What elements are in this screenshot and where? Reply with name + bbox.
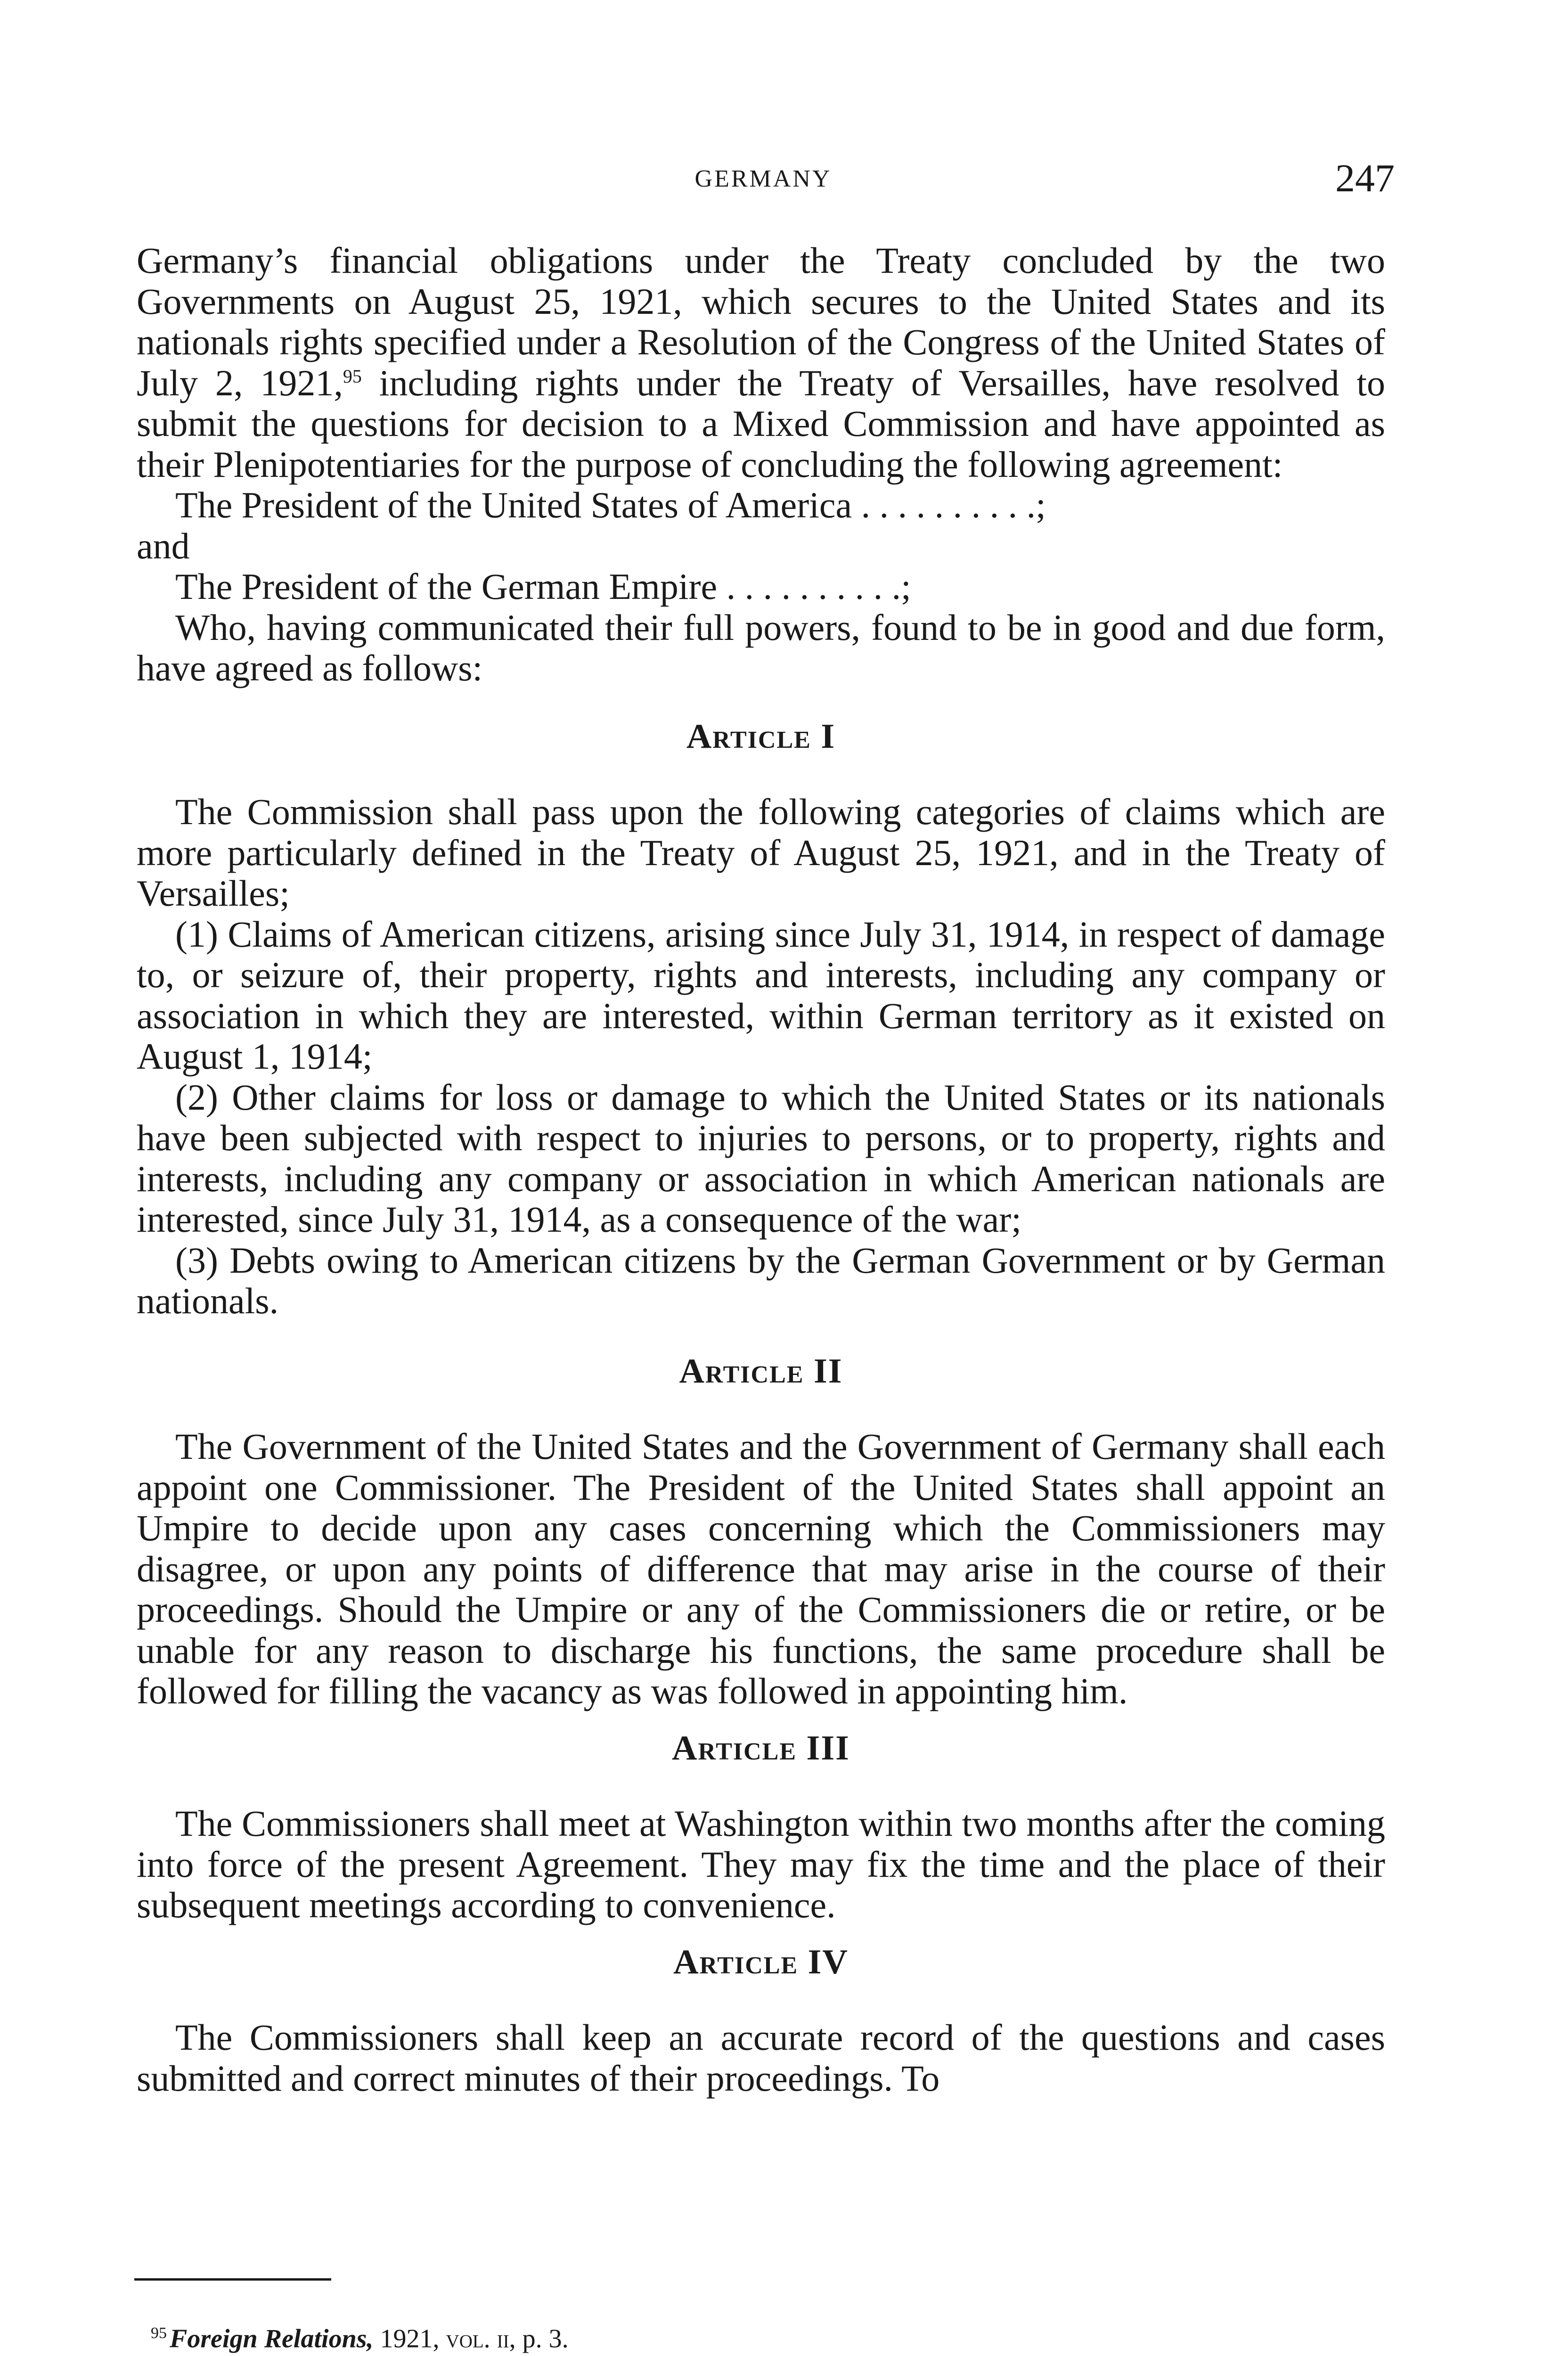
running-title: GERMANY — [694, 165, 832, 192]
article-4-heading: Article IV — [673, 1942, 849, 1981]
article-1-paragraph: The Commission shall pass upon the following categories of claims which are more particularly defined in the Treaty of August 25, 1921, and in the Treaty of Versailles; — [137, 791, 1385, 914]
footnote-reference: 95 — [343, 365, 362, 387]
body-text — [137, 240, 1385, 2099]
intro-paragraph — [137, 240, 1385, 485]
page-number: 247 — [1335, 156, 1395, 200]
conjunction-and: and — [137, 525, 190, 566]
running-head — [132, 155, 1395, 207]
article-2-paragraph: The Government of the United States and the Government of Germany shall each appoint one Commissioner. The President of the United States shall appoint an Umpire to decide upon any cases concerning which the Commissioners may disagree, or upon any points of difference that may arise in the course of their proceedings. Should the Umpire or any of the Commissioners die or retire, or be unable for any reason to discharge his functions, the same procedure shall be followed for filling the vacancy as was followed in appointing him. — [137, 1426, 1385, 1711]
article-3-heading: Article III — [672, 1728, 850, 1767]
footnote-year: 1921, — [373, 2324, 446, 2354]
footnote-marker: 95 — [151, 2324, 167, 2342]
footnote — [151, 2318, 569, 2354]
footnote-rule — [134, 2278, 331, 2281]
footnote-page: p. 3. — [515, 2324, 569, 2354]
article-1-heading: Article I — [686, 717, 836, 756]
intro-text: Germany’s financial obligations under the Treaty concluded by the two Governments on August 25, 1921, which secures to the United States and its nationals rights specified under a Resolution of the Congress of the United States of July 2, 1921, — [137, 240, 1385, 403]
article-1-claim-2: (2) Other claims for loss or damage to which the United States or its nationals have been subjected with respect to injuries to persons, or to property, rights and interests, including any company or association in which American nationals are interested, since July 31, 1914, as a consequence of the war; — [137, 1076, 1385, 1240]
intro-closing: Who, having communicated their full powers, found to be in good and due form, have agreed as follows: — [137, 606, 1385, 688]
plenipotentiary-germany: The President of the German Empire . . . . . . . . . .; — [175, 566, 911, 607]
intro-text-continued: including rights under the Treaty of Versailles, have resolved to submit the questions for decision to a Mixed Commission and have appointed as their Plenipotentiaries for the purpose of concluding the following agreement: — [137, 362, 1386, 485]
article-3-paragraph: The Commissioners shall meet at Washington within two months after the coming into force of the present Agreement. They may fix the time and the place of their subsequent meetings according to convenience. — [137, 1803, 1385, 1925]
footnote-source-title: Foreign Relations, — [170, 2324, 374, 2354]
footnote-volume: vol. ii, — [446, 2324, 516, 2354]
plenipotentiary-us: The President of the United States of America . . . . . . . . . .; — [175, 484, 1046, 525]
article-1-claim-3: (3) Debts owing to American citizens by the German Government or by German nationals. — [137, 1239, 1385, 1321]
article-4-paragraph: The Commissioners shall keep an accurate record of the questions and cases submitted and correct minutes of their proceedings. To — [137, 2017, 1385, 2099]
article-1-claim-1: (1) Claims of American citizens, arising since July 31, 1914, in respect of damage to, or seizure of, their property, rights and interests, including any company or association in which they are interested, within German territory as it existed on August 1, 1914; — [137, 913, 1385, 1077]
article-2-heading: Article II — [679, 1351, 843, 1391]
